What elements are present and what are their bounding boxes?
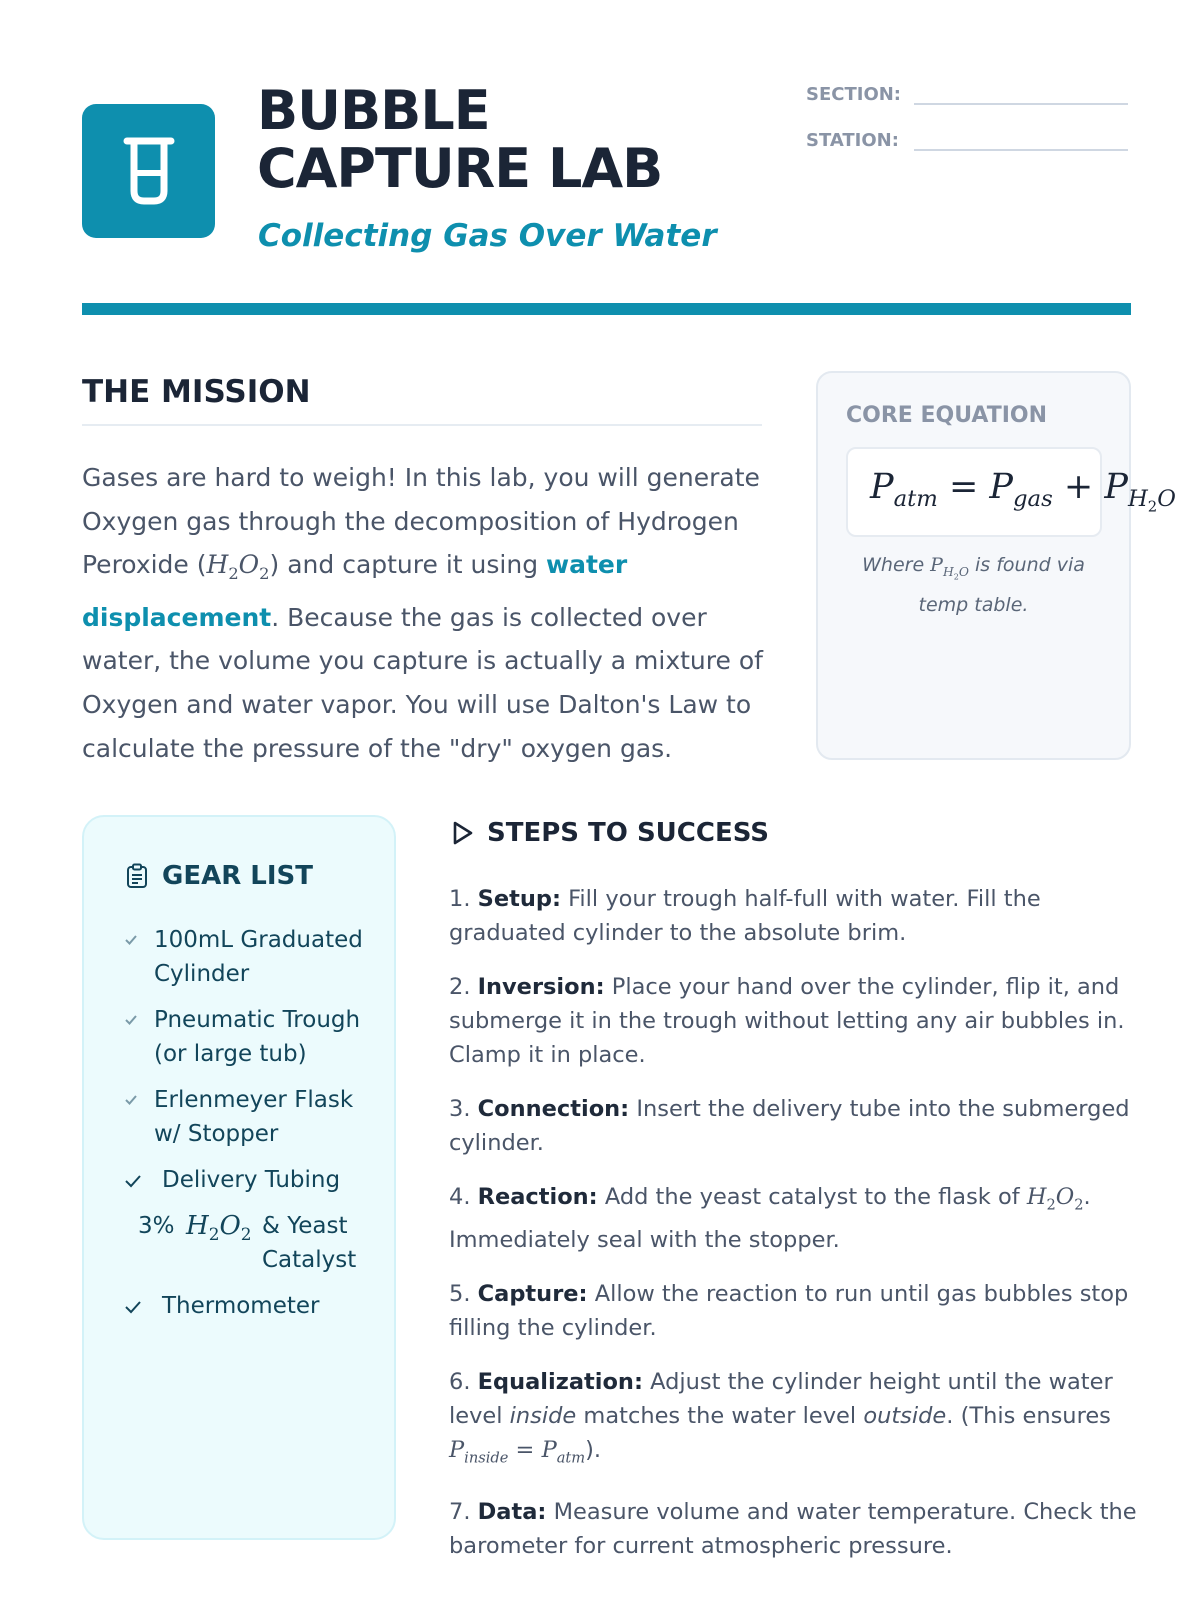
list-item: 3. Connection: Insert the delivery tube into the submerged cylinder. (449, 1096, 1130, 1156)
h2o2-formula: $H_2O_2$ (206, 550, 270, 584)
check-icon (124, 934, 138, 946)
gear-list-title: GEAR LIST (162, 861, 313, 891)
list-item: 6. Equalization: Adjust the cylinder height until the water level inside matches the water level outside. (This ensures $P_{inside} = P_{atm}$). (449, 1368, 1113, 1466)
station-field (806, 130, 1128, 151)
beaker-logo (82, 104, 215, 238)
check-icon (124, 1300, 142, 1314)
gear-list-card (82, 815, 396, 1540)
h2o2-formula: $H_2O_2$ (1026, 1184, 1084, 1214)
equation-note: Where $P_{H_2O}$ is found via temp table. (862, 554, 1085, 617)
header-divider (82, 303, 1131, 315)
beaker-icon (117, 135, 181, 207)
steps-title: STEPS TO SUCCESS (487, 818, 769, 848)
list-item: 1. Setup: Fill your trough half-full with water. Fill the graduated cylinder to the absolute brim. (449, 886, 1041, 946)
list-item: 100mL Graduated Cylinder (124, 923, 384, 991)
mission-heading: THE MISSION (82, 374, 311, 410)
list-item: 7. Data: Measure volume and water temperature. Check the barometer for current atmospheric pressure. (449, 1499, 1137, 1559)
list-item: Erlenmeyer Flask w/ Stopper (124, 1083, 384, 1151)
equation-box (846, 447, 1176, 537)
gear-items (124, 923, 384, 1335)
list-item: Thermometer (124, 1289, 384, 1323)
play-icon (451, 820, 475, 846)
mission-paragraph (82, 456, 772, 770)
section-input-line[interactable] (914, 85, 1128, 105)
title-line-1: BUBBLE (257, 79, 490, 142)
daltons-law-equation: $P_{atm} = P_{gas} + P_{H_2O}$ (870, 467, 1176, 516)
steps-heading (451, 818, 769, 848)
pressure-equality: $P_{inside} = P_{atm}$ (449, 1436, 586, 1466)
core-equation-heading: CORE EQUATION (846, 403, 1048, 428)
section-label: SECTION: (806, 84, 902, 105)
check-icon (124, 1094, 138, 1106)
page-title (257, 79, 663, 200)
list-item: 5. Capture: Allow the reaction to run until gas bubbles stop filling the cylinder. (449, 1280, 1129, 1341)
station-label: STATION: (806, 130, 899, 151)
water-displacement-highlight: water displacement (82, 550, 628, 632)
check-icon (124, 1174, 142, 1188)
station-input-line[interactable] (914, 131, 1128, 151)
core-equation-card (816, 371, 1176, 760)
ph2o-symbol: $P_{H_2O}$ (930, 554, 969, 582)
mission-text-mid: ) and capture it using (269, 550, 547, 580)
gear-list-heading (126, 861, 313, 891)
page-subtitle: Collecting Gas Over Water (258, 218, 717, 254)
title-line-2: CAPTURE LAB (257, 137, 663, 200)
mission-text-end: . Because the gas is collected over water, the volume you capture is actually a mixture of Oxygen and water vapor. You will use Dalton's Law to calculate the pressure of the "dry" oxygen gas. (82, 602, 763, 763)
list-item: 2. Inversion: Place your hand over the cylinder, flip it, and submerge it in the trough without letting any air bubbles in. Clamp it in place. (449, 974, 1125, 1068)
mission-text-start: Gases are hard to weigh! In this lab, you will generate Oxygen gas through the decomposition of Hydrogen Peroxide ( (82, 463, 760, 580)
clipboard-icon (126, 863, 148, 889)
list-item: 3% $H_2O_2$ & Yeast Catalyst (124, 1209, 384, 1277)
section-field (806, 84, 1128, 105)
h2o2-formula: $H_2O_2$ (186, 1211, 252, 1245)
list-item: Delivery Tubing (124, 1163, 384, 1197)
steps-list (449, 882, 1139, 1583)
list-item: 4. Reaction: Add the yeast catalyst to the flask of $H_2O_2$. Immediately seal with the stopper. (449, 1184, 1091, 1253)
list-item: Pneumatic Trough (or large tub) (124, 1003, 384, 1071)
check-icon (124, 1014, 138, 1026)
mission-divider (82, 424, 762, 426)
